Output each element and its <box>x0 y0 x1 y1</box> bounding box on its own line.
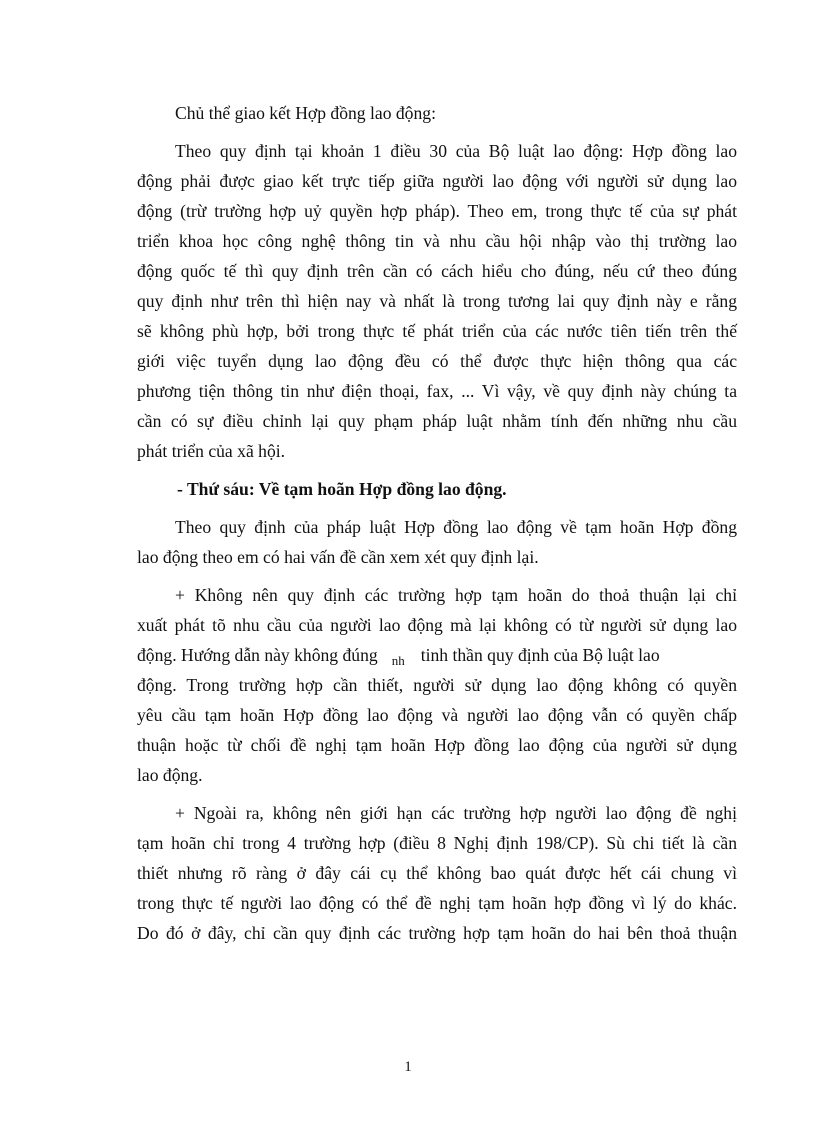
text-line-9: giới việc tuyển dụng lao động đều có thể được thực hiện thông qua các <box>137 351 737 371</box>
text-line-18-part-2: tinh thần quy định của Bộ luật lao <box>420 645 660 665</box>
text-line-15: lao động theo em có hai vấn đề cần xem xét quy định lại. <box>137 547 539 567</box>
text-line-16: + Không nên quy định các trường hợp tạm hoãn do thoả thuận lại chỉ <box>175 585 737 605</box>
page-number: 1 <box>404 1059 412 1075</box>
text-line-18-part-1: động. Hướng dẫn này không đúng <box>137 645 378 665</box>
text-line-19: động. Trong trường hợp cần thiết, người sử dụng lao động không có quyền <box>137 675 737 695</box>
text-line-6: động quốc tế thì quy định trên cần có cách hiểu cho đúng, nếu cứ theo đúng <box>137 261 737 281</box>
text-line-17: xuất phát tõ nhu cầu của người lao động mà lại không có từ người sử dụng lao <box>137 615 737 635</box>
text-line-8: sẽ không phù hợp, bởi trong thực tế phát triển của các nước tiên tiến trên thế <box>137 321 737 341</box>
section-heading: - Thứ sáu: Về tạm hoãn Hợp đồng lao động. <box>177 479 507 499</box>
text-line-27: Do đó ở đây, chỉ cần quy định các trường hợp tạm hoãn do hai bên thoả thuận <box>137 923 737 943</box>
text-line-23: + Ngoài ra, không nên giới hạn các trường hợp người lao động đề nghị <box>175 803 737 823</box>
text-line-1: Chủ thể giao kết Hợp đồng lao động: <box>175 103 436 123</box>
text-line-4: động (trừ trường hợp uỷ quyền hợp pháp). Theo em, trong thực tế của sự phát <box>137 201 737 221</box>
text-line-10: phương tiện thông tin như điện thoại, fax, ... Vì vậy, về quy định này chúng ta <box>137 381 737 401</box>
text-line-5: triển khoa học công nghệ thông tin và nhu cầu hội nhập vào thị trường lao <box>137 231 737 251</box>
text-line-2: Theo quy định tại khoản 1 điều 30 của Bộ luật lao động: Hợp đồng lao <box>175 141 737 161</box>
text-line-25: thiết nhưng rõ ràng ở đây cái cụ thể không bao quát được hết cái chung vì <box>137 863 737 883</box>
text-line-14: Theo quy định của pháp luật Hợp đồng lao động về tạm hoãn Hợp đồng <box>175 517 737 537</box>
text-line-18 <box>137 640 737 670</box>
stray-subscript-fragment: nh <box>391 653 405 668</box>
text-line-20: yêu cầu tạm hoãn Hợp đồng lao động và người lao động vẫn có quyền chấp <box>137 705 737 725</box>
text-line-12: phát triển của xã hội. <box>137 441 286 461</box>
text-line-3: động phải được giao kết trực tiếp giữa người lao động với người sử dụng lao <box>137 171 737 191</box>
text-line-22: lao động. <box>137 765 203 785</box>
text-line-24: tạm hoãn chỉ trong 4 trường hợp (điều 8 Nghị định 198/CP). Sù chi tiết là cần <box>137 833 737 853</box>
text-line-26: trong thực tế người lao động có thể đề nghị tạm hoãn hợp đồng vì lý do khác. <box>137 893 737 913</box>
text-line-11: cần có sự điều chỉnh lại quy phạm pháp luật nhằm tính đến những nhu cầu <box>137 411 737 431</box>
text-line-21: thuận hoặc từ chối đề nghị tạm hoãn Hợp đồng lao động của người sử dụng <box>137 735 737 755</box>
text-line-7: quy định như trên thì hiện nay và nhất là trong tương lai quy định này e rằng <box>137 291 737 311</box>
